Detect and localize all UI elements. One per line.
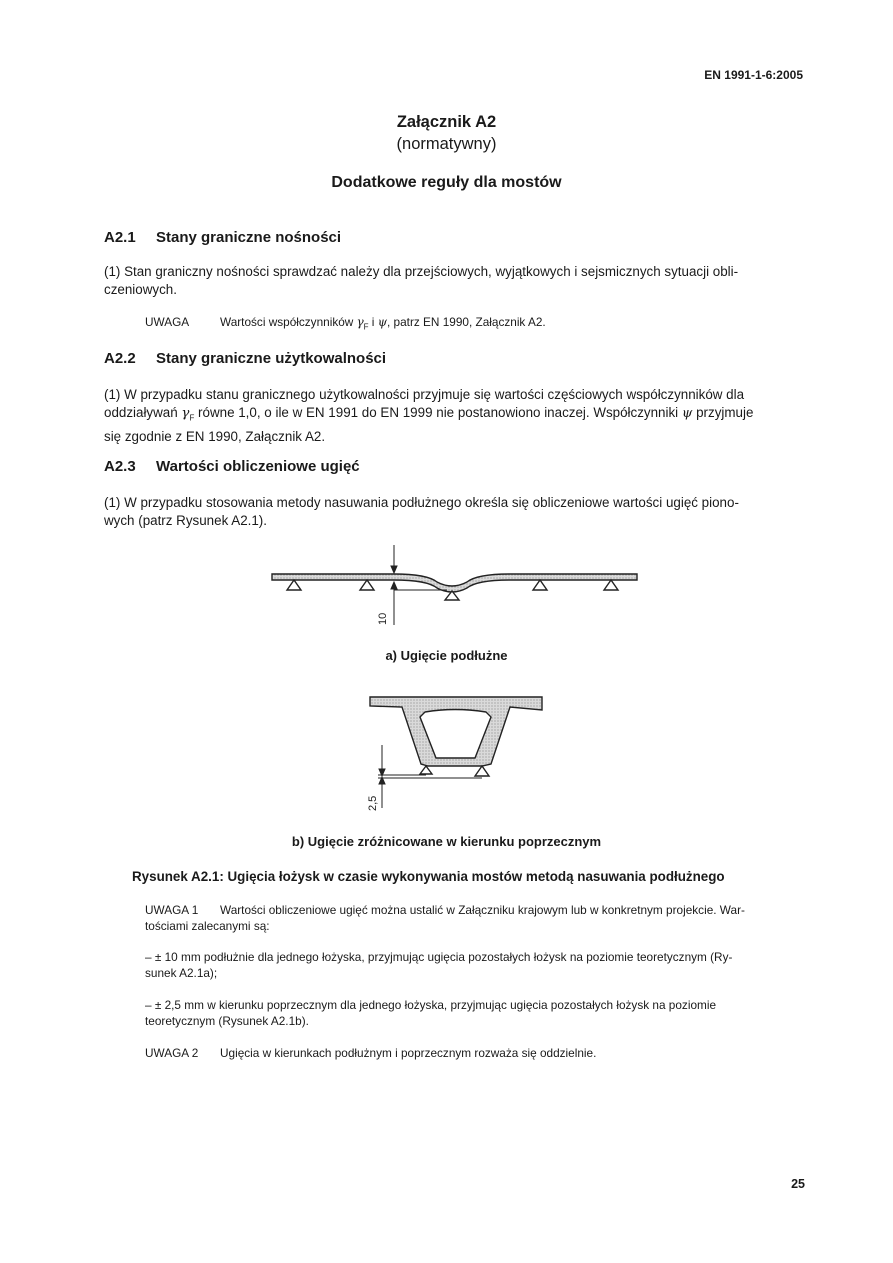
- psi-symbol: ψ: [377, 315, 387, 329]
- figure-b-transverse-deflection: [362, 690, 552, 815]
- text-line: (1) Stan graniczny nośności sprawdzać należy dla przejściowych, wyjątkowych i sejsmicznych sytuacji obli-: [104, 264, 739, 279]
- note-text: Ugięcia w kierunkach podłużnym i poprzecznym rozważa się oddzielnie.: [220, 1046, 597, 1060]
- subscript-f: F: [189, 413, 195, 423]
- deck-beam: [272, 574, 637, 592]
- dimension-label: 10: [377, 612, 389, 625]
- dimension-label: 2,5: [367, 795, 379, 811]
- paragraph-a21-1: [104, 263, 804, 299]
- section-title: Stany graniczne nośności: [156, 229, 342, 246]
- figure-a-caption: a) Ugięcie podłużne: [385, 648, 508, 663]
- text-run: równe 1,0, o ile w EN 1991 do EN 1999 nie postanowiono inaczej. Współczynniki: [194, 405, 682, 420]
- text-line: czeniowych.: [104, 282, 177, 297]
- text-line: (1) W przypadku stanu granicznego użytkowalności przyjmuje się wartości częściowych współczynników dla: [104, 387, 745, 402]
- text-line: (1) W przypadku stosowania metody nasuwania podłużnego określa się obliczeniowe wartości ugięć piono-: [104, 495, 739, 510]
- section-title: Stany graniczne użytkowalności: [156, 350, 387, 367]
- annex-type: (normatywny): [396, 135, 497, 153]
- text-line: teoretycznym (Rysunek A2.1b).: [145, 1013, 309, 1028]
- bearing-supports: [420, 766, 489, 776]
- section-heading-a22: [104, 350, 386, 367]
- section-heading-a21: [104, 229, 341, 246]
- gamma-symbol: γ: [356, 315, 364, 329]
- text-line: – ± 2,5 mm w kierunku poprzecznym dla jednego łożyska, przyjmując ugięcia pozostałych łożysk na poziomie: [145, 998, 717, 1012]
- figure-a-longitudinal-deflection: [262, 538, 647, 633]
- section-number: A2.1: [104, 229, 136, 246]
- text-run: przyjmuje: [692, 405, 754, 420]
- paragraph-a23-1: [104, 494, 804, 530]
- note-label: UWAGA 1: [145, 903, 199, 917]
- note-1: [145, 903, 805, 934]
- note-1-item-1: [145, 950, 805, 981]
- text-line: tościami zalecanymi są:: [145, 918, 270, 933]
- document-code: EN 1991-1-6:2005: [704, 68, 803, 82]
- text-line: [104, 404, 804, 428]
- note-text: i: [368, 315, 378, 329]
- psi-symbol: ψ: [681, 406, 693, 421]
- note-label: UWAGA 2: [145, 1046, 199, 1060]
- note-a21: [145, 315, 805, 335]
- box-girder-section: [370, 697, 542, 766]
- note-2: [145, 1046, 805, 1062]
- page-number: 25: [791, 1177, 805, 1191]
- text-line: – ± 10 mm podłużnie dla jednego łożyska, przyjmując ugięcia pozostałych łożysk na poziomie teoretycznym (Ry-: [145, 950, 733, 964]
- section-number: A2.2: [104, 350, 136, 367]
- note-1-item-2: [145, 998, 805, 1029]
- text-line: się zgodnie z EN 1990, Załącznik A2.: [104, 428, 326, 444]
- note-label: UWAGA: [145, 315, 190, 329]
- text-line: [145, 903, 805, 919]
- section-number: A2.3: [104, 458, 136, 475]
- section-title: Wartości obliczeniowe ugięć: [156, 458, 360, 475]
- figure-title: Rysunek A2.1: Ugięcia łożysk w czasie wykonywania mostów metodą nasuwania podłużnego: [132, 869, 725, 884]
- note-text: , patrz EN 1990, Załącznik A2.: [386, 315, 546, 329]
- subscript-f: F: [363, 322, 369, 332]
- text-run: oddziaływań: [104, 405, 182, 420]
- note-text: Wartości obliczeniowe ugięć można ustalić w Załączniku krajowym lub w konkretnym projekcie. War-: [220, 903, 745, 917]
- figure-b-caption: b) Ugięcie zróżnicowane w kierunku poprzecznym: [291, 834, 602, 849]
- main-title: Dodatkowe reguły dla mostów: [331, 174, 562, 191]
- note-text: Wartości współczynników: [220, 315, 357, 329]
- text-line: wych (patrz Rysunek A2.1).: [104, 513, 267, 528]
- text-line: sunek A2.1a);: [145, 965, 218, 980]
- paragraph-a22-1: [104, 386, 804, 446]
- annex-title: Załącznik A2: [396, 113, 497, 131]
- section-heading-a23: [104, 458, 360, 475]
- gamma-symbol: γ: [181, 406, 190, 421]
